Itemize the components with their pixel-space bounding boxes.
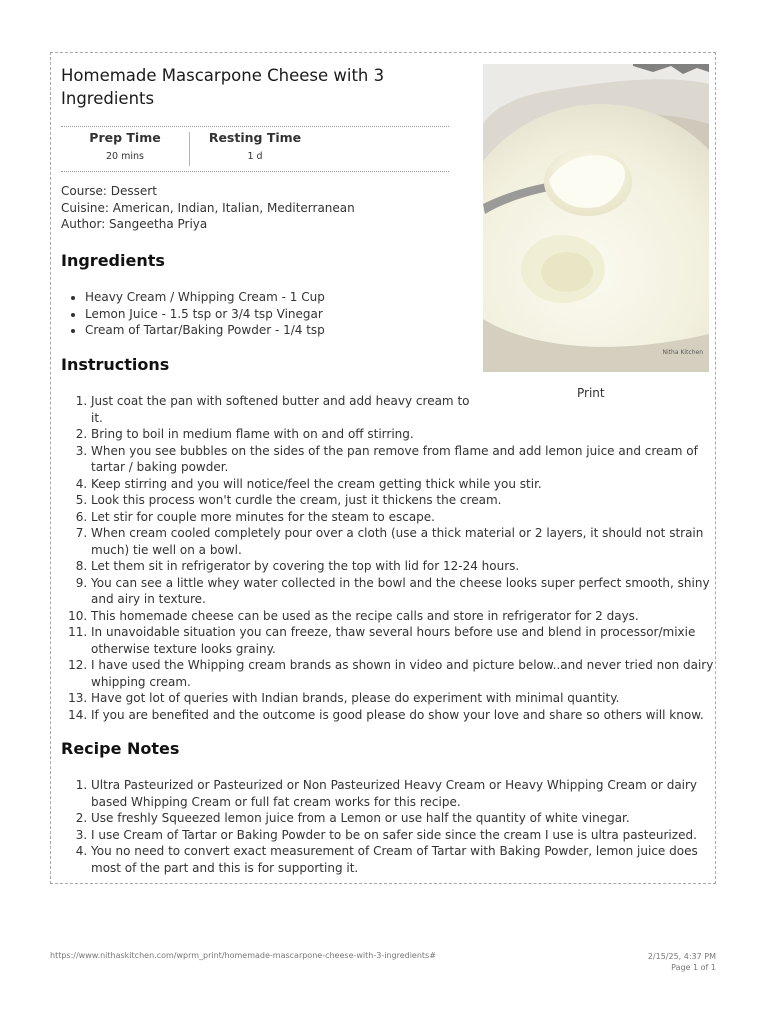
prep-time-value: 20 mins xyxy=(106,151,144,162)
instruction-step: 12. I have used the Whipping cream brands as shown in video and picture below..and never tried non dairy whipping cream. xyxy=(91,657,716,690)
note-item: 4. You no need to convert exact measurement of Cream of Tartar with Baking Powder, lemon juice does most of the part and this is for supporting it. xyxy=(91,843,716,876)
resting-time-label: Resting Time xyxy=(208,130,302,145)
ingredient-item: • Cream of Tartar/Baking Powder - 1/4 tsp xyxy=(85,322,325,339)
ingredient-item: • Lemon Juice - 1.5 tsp or 3/4 tsp Vinegar xyxy=(85,306,325,323)
instruction-step: 9. You can see a little whey water collected in the bowl and the cheese looks super perfect smooth, shiny and airy in texture. xyxy=(91,575,716,608)
instruction-step: 10. This homemade cheese can be used as the recipe calls and store in refrigerator for 2 days. xyxy=(91,608,716,625)
instructions-list xyxy=(61,393,716,723)
instruction-step: 4. Keep stirring and you will notice/feel the cream getting thick while you stir. xyxy=(91,476,716,493)
recipe-times xyxy=(61,130,449,168)
recipe-cuisine: Cuisine: American, Indian, Italian, Mediterranean xyxy=(61,200,355,215)
recipe-author: Author: Sangeetha Priya xyxy=(61,217,208,231)
footer-page-number: Page 1 of 1 xyxy=(671,963,716,972)
divider xyxy=(61,171,449,172)
photo-watermark: Nitha Kitchen xyxy=(662,349,703,356)
resting-time-value: 1 d xyxy=(247,151,263,162)
print-link[interactable]: Print xyxy=(577,386,605,400)
instruction-step: 14. If you are benefited and the outcome is good please do show your love and share so others will know. xyxy=(91,707,716,724)
instruction-step: 5. Look this process won't curdle the cream, just it thickens the cream. xyxy=(91,492,716,509)
instruction-step: 11. In unavoidable situation you can freeze, thaw several hours before use and blend in processor/mixie otherwise texture looks grainy. xyxy=(91,624,716,657)
ingredients-list xyxy=(63,289,325,339)
note-item: 1. Ultra Pasteurized or Pasteurized or Non Pasteurized Heavy Cream or Heavy Whipping Cream or dairy based Whipping Cream or full fat cream works for this recipe. xyxy=(91,777,716,810)
recipe-title: Homemade Mascarpone Cheese with 3 Ingredients xyxy=(61,66,385,108)
recipe-notes-list xyxy=(61,777,716,876)
instruction-step: 3. When you see bubbles on the sides of the pan remove from flame and add lemon juice and cream of tartar / baking powder. xyxy=(91,443,716,476)
divider xyxy=(61,126,449,127)
prep-time-label: Prep Time xyxy=(89,130,161,145)
recipe-meta xyxy=(61,183,355,233)
ingredient-item: • Heavy Cream / Whipping Cream - 1 Cup xyxy=(85,289,325,306)
footer-datetime: 2/15/25, 4:37 PM xyxy=(647,952,716,961)
mascarpone-image xyxy=(483,64,709,372)
footer-url: https://www.nithaskitchen.com/wprm_print/homemade-mascarpone-cheese-with-3-ingredients# xyxy=(50,951,436,960)
ingredients-heading: Ingredients xyxy=(61,251,165,270)
instructions-heading: Instructions xyxy=(61,355,170,374)
time-divider xyxy=(189,132,190,166)
footer-meta xyxy=(648,951,716,973)
recipe-photo xyxy=(483,64,709,372)
prep-time xyxy=(73,130,177,163)
instruction-step: 13. Have got lot of queries with Indian brands, please do experiment with minimal quantity. xyxy=(91,690,716,707)
instruction-step: 1. Just coat the pan with softened butter and add heavy cream to it. xyxy=(91,393,471,426)
resting-time xyxy=(197,130,313,163)
instruction-step: 2. Bring to boil in medium flame with on and off stirring. xyxy=(91,426,716,443)
instruction-step: 7. When cream cooled completely pour over a cloth (use a thick material or 2 layers, it should not strain much) tie well on a bowl. xyxy=(91,525,716,558)
note-item: 3. I use Cream of Tartar or Baking Powder to be on safer side since the cream I use is ultra pasteurized. xyxy=(91,827,716,844)
recipe-card xyxy=(50,52,716,884)
recipe-course: Course: Dessert xyxy=(61,184,157,198)
note-item: 2. Use freshly Squeezed lemon juice from a Lemon or use half the quantity of white vinegar. xyxy=(91,810,716,827)
recipe-notes-heading: Recipe Notes xyxy=(61,739,180,758)
instruction-step: 8. Let them sit in refrigerator by covering the top with lid for 12-24 hours. xyxy=(91,558,716,575)
instruction-step: 6. Let stir for couple more minutes for the steam to escape. xyxy=(91,509,716,526)
